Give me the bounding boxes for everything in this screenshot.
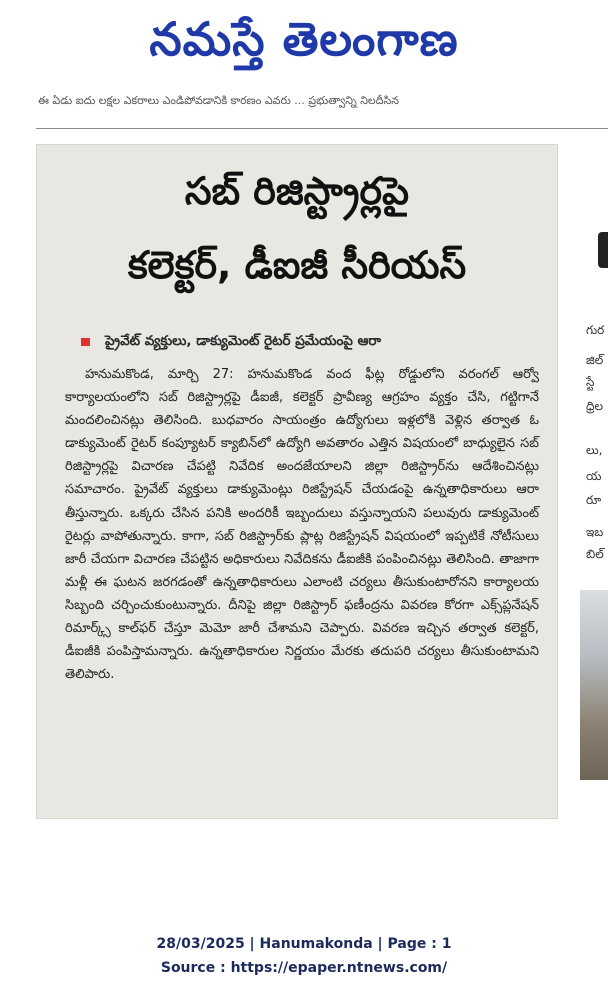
sidebar-line: య [586,469,602,483]
sidebar-line: జిల్ [586,353,604,367]
adjacent-article-clip [580,200,608,810]
masthead [0,0,608,80]
headline-line-1: సబ్ రిజిస్ట్రార్లపై [184,169,410,213]
source-info: Source : https://epaper.ntnews.com/ [160,960,448,976]
edition-info: 28/03/2025 | Hanumakonda | Page : 1 [156,936,452,952]
divider [36,128,608,129]
bullet-icon [81,338,90,346]
sidebar-line: లు, [586,443,603,457]
subheadline: ప్రైవేట్ వ్యక్తులు, డాక్యుమెంట్ రైటర్ ప్రమేయంపై ఆరా [105,333,382,349]
headline-line-2: కలెక్టర్, డీఐజీ సీరియస్ [127,243,467,287]
sidebar-line: ఇబ [586,525,604,539]
news-article [36,144,558,819]
sidebar-line: ధ్రిల [586,399,603,413]
ticker-strip: ఈ ఏడు ఐదు లక్షల ఎకరాలు ఎండిపోవడానికి కారణం ఎవరు ... ప్రభుత్వాన్ని నిలదీసిన [38,94,399,107]
sidebar-headline-fragment [598,232,608,268]
article-body: హనుమకొండ, మార్చి 27: హనుమకొండ వంద ఫీట్ల రోడ్డులోని వరంగల్ ఆర్వో కార్యాలయంలోని సబ్ రిజిస్ట్రార్లపై డీఐజీ, కలెక్టర్ ప్రావీణ్య ఆగ్రహం వ్యక్తం చేసి, గట్టిగానే మందలించినట్లు తెలిసింది. బుధవారం సాయంత్రం ఉద్యోగులు ఇళ్లలోకి వెళ్లిన తర్వాత ఓ డాక్యుమెంట్ రైటర్ కంప్యూటర్ క్యాబిన్‌లో ఉద్యోగి అవతారం ఎత్తిన విషయంలో బాధ్యులైన సబ్ రిజిస్ట్రార్లపై విచారణ చేపట్టి నివేదిక అందజేయాలని జిల్లా రిజిస్ట్రార్‌ను ఆదేశించినట్లు సమాచారం. ప్రైవేట్ వ్యక్తులు డాక్యుమెంట్లు రిజిస్ట్రేషన్ చేయడంపై ఉన్నతాధికారులు ఆరా తీస్తున్నారు. ఒక్కరు చేసిన పనికి అందరికీ ఇబ్బందులు వస్తున్నాయని పలువురు డాక్యుమెంట్ రైటర్లు వాపోతున్నారు. కాగా, సబ్ రిజిస్ట్రార్‌కు ప్లాట్ల రిజిస్ట్రేషన్ విషయంలో ఇప్పటికే నోటీసులు జారీ చేయగా విచారణ చేపట్టిన అధికారులు నివేదికను డీఐజీకి పంపించినట్లు తెలిసింది. తాజాగా మళ్లీ ఈ ఘటన జరగడంతో ఉన్నతాధికారులు ఎలాంటి చర్యలు తీసుకుంటారోనని కార్యాలయ సిబ్బంది చర్చించుకుంటున్నారు. దీనిపై జిల్లా రిజిస్ట్రార్ ఫణీంద్రను వివరణ కోరగా ఎక్స్‌ప్లనేషన్ రిమార్క్స్ కాల్‌ఫర్ చేస్తూ మెమో జారీ చేశామని చెప్పారు. వివరణ ఇచ్చిన తర్వాత కలెక్టర్, డీఐజీకి పంపిస్తామన్నారు. ఉన్నతాధికారుల నిర్ణయం మేరకు తదుపరి చర్యలు తీసుకుంటామని తెలిపారు. [65,367,539,683]
sidebar-line: స్టే [586,375,595,389]
sidebar-line: రూ [586,493,602,507]
sidebar-line: గుర [586,323,605,337]
sidebar-photo [580,590,608,780]
newspaper-logo: నమస్తే తెలంగాణ [149,12,459,66]
sidebar-line: బిల్ [586,547,604,561]
